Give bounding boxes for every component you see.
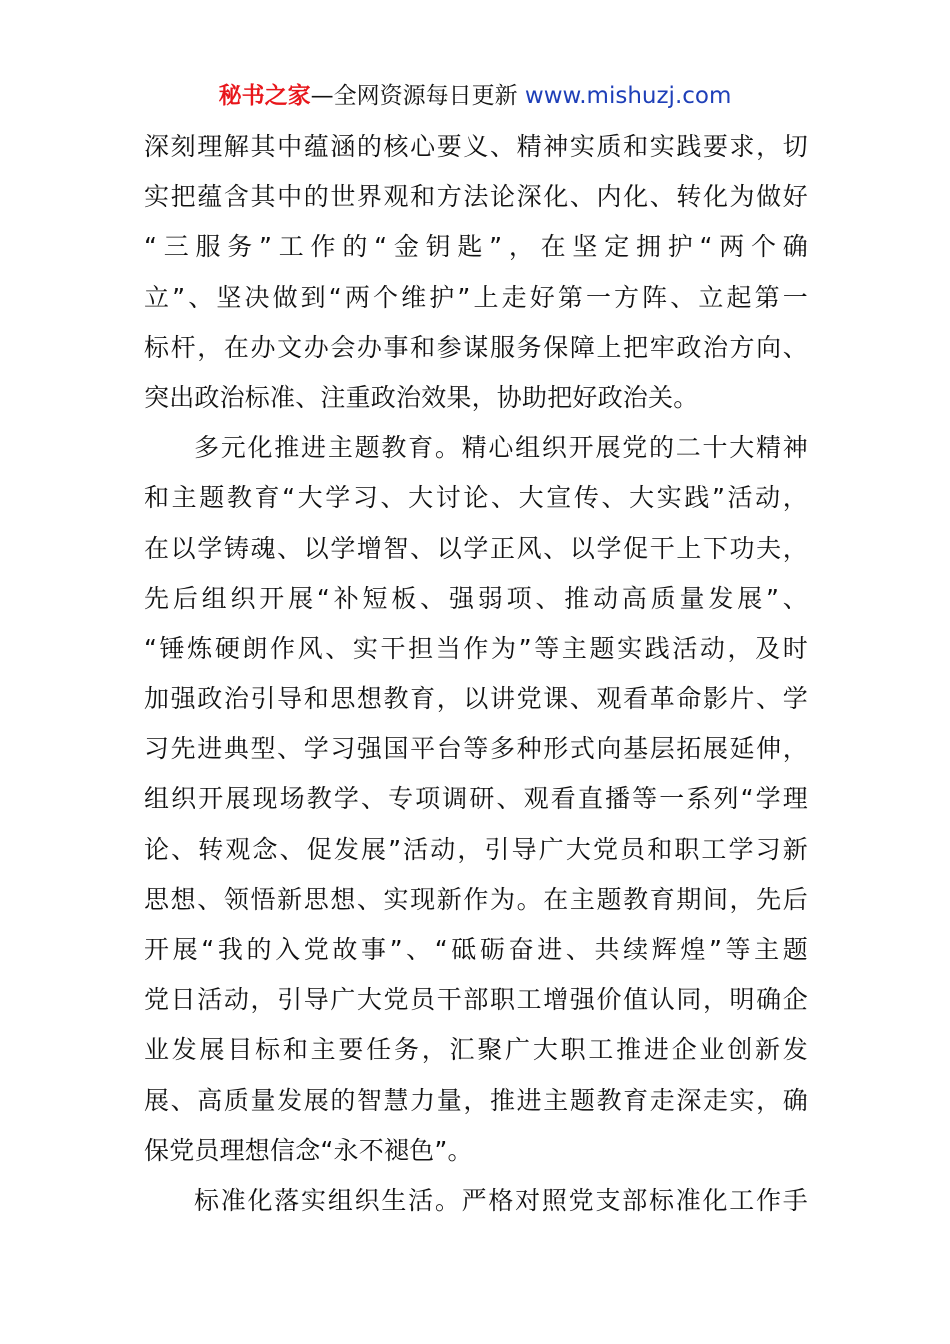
text-line: 在以学铸魂、以学增智、以学正风、以学促干上下功夫， [144,533,808,563]
text-line: 深刻理解其中蕴涵的核心要义、精神实质和实践要求，切 [144,132,808,161]
text-line: 思想、领悟新思想、实现新作为。在主题教育期间，先后 [144,884,808,914]
text-line: 业发展目标和主要任务，汇聚广大职工推进企业创新发 [144,1035,808,1065]
text-line: 开展“我的入党故事”、“砥砺奋进、共续辉煌”等主题 [144,935,808,964]
site-tagline: —全网资源每日更新 [310,83,525,109]
text-line: 论、转观念、促发展”活动，引导广大党员和职工学习新 [144,834,808,864]
site-url-link[interactable]: www.mishuzj.com [524,83,732,109]
text-line: 和主题教育“大学习、大讨论、大宣传、大实践”活动， [144,483,808,513]
text-line: 保党员理想信念“永不褪色”。 [144,1135,473,1165]
text-line: “三服务”工作的“金钥匙”，在坚定拥护“两个确 [144,232,808,262]
text-line: 党日活动，引导广大党员干部职工增强价值认同，明确企 [144,985,808,1015]
text-line: “锤炼硬朗作风、实干担当作为”等主题实践活动，及时 [144,633,808,663]
paragraph-heading-line: 多元化推进主题教育。精心组织开展党的二十大精神 [194,433,808,463]
document-body [144,122,808,1226]
text-line: 立”、坚决做到“两个维护”上走好第一方阵、立起第一 [144,282,808,312]
paragraph-heading-line: 标准化落实组织生活。严格对照党支部标准化工作手 [194,1185,808,1215]
text-line: 展、高质量发展的智慧力量，推进主题教育走深走实，确 [144,1085,808,1115]
text-line: 加强政治引导和思想教育，以讲党课、观看革命影片、学 [144,684,808,714]
site-header [0,80,950,112]
text-line: 实把蕴含其中的世界观和方法论深化、内化、转化为做好 [144,182,808,212]
site-brand: 秘书之家 [218,83,311,109]
text-line: 习先进典型、学习强国平台等多种形式向基层拓展延伸， [144,734,808,764]
text-line: 先后组织开展“补短板、强弱项、推动高质量发展”、 [144,583,808,613]
text-line: 突出政治标准、注重政治效果，协助把好政治关。 [144,382,699,412]
text-line: 标杆，在办文办会办事和参谋服务保障上把牢政治方向、 [144,332,808,362]
text-line: 组织开展现场教学、专项调研、观看直播等一系列“学理 [144,784,808,814]
